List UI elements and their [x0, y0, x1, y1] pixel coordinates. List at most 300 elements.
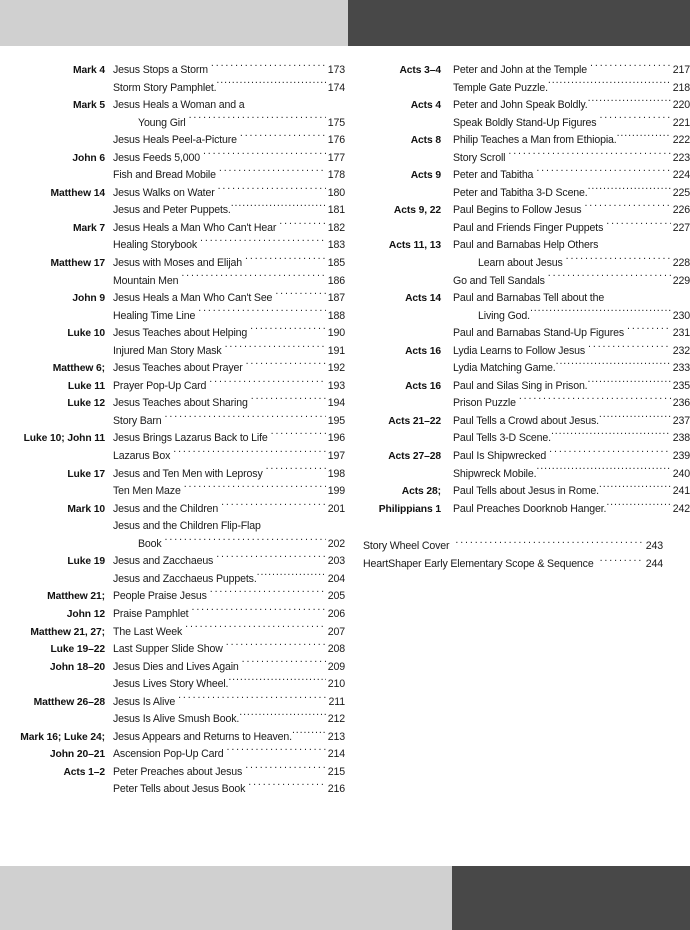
- toc-entry[interactable]: [453, 378, 690, 396]
- toc-row: [0, 290, 345, 308]
- toc-page-number: 185: [327, 257, 345, 270]
- toc-page-number: 229: [672, 274, 690, 287]
- dot-leader: [606, 501, 670, 512]
- toc-page-number: 190: [327, 327, 345, 340]
- toc-entry-title: Last Supper Slide Show: [113, 643, 223, 656]
- toc-entry[interactable]: [113, 483, 345, 501]
- footer-band-light: [0, 866, 452, 930]
- toc-entry-title: Healing Time Line: [113, 309, 196, 322]
- toc-entry[interactable]: [113, 378, 345, 396]
- toc-page-number: 236: [672, 397, 690, 410]
- dot-leader: [239, 712, 326, 723]
- toc-page-number: 243: [645, 540, 663, 553]
- toc-page-number: 242: [672, 502, 690, 515]
- toc-entry-title: Temple Gate Puzzle.: [453, 81, 548, 94]
- toc-entry-title: Ascension Pop-Up Card: [113, 748, 224, 761]
- toc-entry[interactable]: [113, 659, 345, 677]
- toc-page-number: 201: [327, 502, 345, 515]
- toc-columns: [0, 62, 690, 799]
- toc-entry-title: Story Wheel Cover: [363, 540, 450, 553]
- dot-leader: [617, 133, 671, 144]
- toc-entry[interactable]: [113, 62, 345, 80]
- toc-row: [0, 220, 345, 238]
- toc-entry[interactable]: [113, 466, 345, 484]
- toc-entry[interactable]: [113, 167, 345, 185]
- toc-row: [345, 290, 690, 308]
- toc-entry[interactable]: [113, 764, 345, 782]
- toc-entry-title: Jesus Teaches about Helping: [113, 327, 248, 340]
- toc-entry[interactable]: [113, 220, 345, 238]
- toc-entry-title: Praise Pamphlet: [113, 607, 189, 620]
- dot-leader: [181, 273, 325, 284]
- toc-entry[interactable]: [453, 273, 690, 291]
- toc-entry[interactable]: [113, 255, 345, 273]
- toc-entry-title: Speak Boldly Stand-Up Figures: [453, 116, 597, 129]
- toc-row: [345, 360, 690, 378]
- toc-entry-title: Jesus and Ten Men with Leprosy: [113, 467, 263, 480]
- toc-page-number: 223: [672, 151, 690, 164]
- dot-leader: [245, 255, 326, 266]
- toc-entry[interactable]: [113, 746, 345, 764]
- toc-row: [345, 378, 690, 396]
- dot-leader: [210, 589, 326, 600]
- scripture-reference: John 9: [72, 293, 105, 305]
- scripture-reference: Mark 7: [72, 222, 105, 234]
- toc-row: [345, 255, 690, 273]
- dot-leader: [530, 308, 671, 319]
- toc-page-number: 208: [327, 643, 345, 656]
- toc-page-number: 218: [672, 81, 690, 94]
- toc-row: [345, 483, 690, 501]
- toc-page-number: 211: [328, 695, 345, 708]
- toc-entry[interactable]: [453, 220, 690, 238]
- toc-row: [0, 150, 345, 168]
- toc-row: [345, 97, 690, 115]
- scripture-reference: Mark 4: [72, 65, 105, 76]
- toc-row: [0, 606, 345, 624]
- dot-leader: [184, 484, 326, 495]
- toc-entry[interactable]: [113, 676, 345, 694]
- toc-entry[interactable]: [453, 80, 690, 98]
- scripture-reference: Luke 12: [67, 398, 105, 410]
- toc-entry[interactable]: [453, 255, 690, 273]
- scripture-reference: Luke 10: [67, 328, 105, 340]
- toc-row: [0, 501, 345, 519]
- toc-entry-title: People Praise Jesus: [113, 590, 207, 603]
- toc-entry[interactable]: [113, 395, 345, 413]
- toc-entry-title: Jesus Appears and Returns to Heaven.: [113, 730, 292, 743]
- scripture-reference: Matthew 21, 27;: [30, 626, 105, 638]
- scripture-reference: Acts 8: [410, 135, 441, 147]
- scripture-reference: John 6: [72, 152, 105, 164]
- scripture-reference: Luke 11: [67, 380, 105, 392]
- scripture-reference: Matthew 6;: [52, 363, 105, 375]
- scripture-reference: Matthew 14: [50, 187, 105, 199]
- dot-leader: [508, 150, 670, 161]
- toc-page-number: 221: [672, 116, 690, 129]
- toc-entry[interactable]: [113, 501, 345, 519]
- toc-page-number: 196: [327, 432, 345, 445]
- header-band: [0, 0, 690, 46]
- dot-leader: [584, 203, 670, 214]
- toc-entry-title: Paul and Silas Sing in Prison.: [453, 379, 588, 392]
- toc-entry[interactable]: [113, 641, 345, 659]
- toc-entry-title: Jesus Teaches about Sharing: [113, 397, 248, 410]
- toc-entry[interactable]: [113, 80, 345, 98]
- toc-entry[interactable]: [113, 571, 345, 589]
- toc-row: [345, 308, 690, 326]
- dot-leader: [178, 694, 326, 705]
- toc-entry[interactable]: [453, 483, 690, 501]
- dot-leader: [266, 466, 326, 477]
- toc-tail-section: [345, 537, 690, 573]
- toc-entry[interactable]: [113, 290, 345, 308]
- toc-entry-title: Jesus Lives Story Wheel.: [113, 678, 229, 691]
- toc-entry[interactable]: [453, 413, 690, 431]
- toc-row: [0, 624, 345, 642]
- toc-row: [0, 448, 345, 466]
- toc-entry-title: Shipwreck Mobile.: [453, 467, 537, 480]
- dot-leader: [600, 557, 644, 568]
- toc-column-right-rows: [345, 62, 690, 518]
- toc-page-number: 188: [327, 309, 345, 322]
- toc-entry[interactable]: [453, 150, 690, 168]
- toc-entry[interactable]: [113, 729, 345, 747]
- toc-entry-title: Jesus Teaches about Prayer: [113, 362, 243, 375]
- toc-entry[interactable]: [363, 537, 663, 555]
- toc-page-number: 227: [672, 221, 690, 234]
- toc-page-number: 194: [327, 397, 345, 410]
- toc-row: [345, 325, 690, 343]
- toc-row: [345, 413, 690, 431]
- dot-leader: [198, 308, 326, 319]
- toc-entry-title: Peter and John at the Temple: [453, 64, 588, 76]
- dot-leader: [225, 343, 326, 354]
- dot-leader: [251, 396, 326, 407]
- toc-entry-title: Jesus Is Alive: [113, 695, 176, 708]
- scripture-reference: Acts 3–4: [399, 65, 441, 76]
- toc-entry[interactable]: [113, 150, 345, 168]
- header-band-light: [0, 0, 348, 46]
- toc-row: [0, 202, 345, 220]
- dot-leader: [548, 80, 671, 91]
- toc-row: [0, 676, 345, 694]
- toc-entry[interactable]: [113, 413, 345, 431]
- toc-entry[interactable]: [453, 343, 690, 361]
- toc-page-number: 175: [327, 116, 345, 129]
- dot-leader: [599, 115, 670, 126]
- scripture-reference: Acts 21–22: [388, 415, 441, 427]
- toc-entry[interactable]: [453, 167, 690, 185]
- toc-page-number: 187: [327, 292, 345, 305]
- toc-row: [0, 764, 345, 782]
- toc-page-number: 204: [327, 572, 345, 585]
- toc-row: [0, 781, 345, 799]
- footer-band-dark: [452, 866, 690, 930]
- dot-leader: [551, 431, 671, 442]
- toc-page-number: 226: [672, 204, 690, 217]
- toc-column-left: [0, 62, 345, 799]
- toc-entry[interactable]: [453, 115, 690, 133]
- toc-entry[interactable]: [113, 325, 345, 343]
- toc-entry-title: Jesus and Peter Puppets.: [113, 204, 231, 217]
- toc-row: [345, 185, 690, 203]
- toc-row: [0, 729, 345, 747]
- toc-entry[interactable]: [453, 185, 690, 203]
- scripture-reference: Luke 10; John 11: [23, 433, 105, 445]
- dot-leader: [536, 466, 670, 477]
- toc-entry[interactable]: [113, 237, 345, 255]
- toc-entry[interactable]: [113, 711, 345, 729]
- toc-entry-title: Paul Preaches Doorknob Hanger.: [453, 502, 607, 515]
- toc-entry-title: Lydia Learns to Follow Jesus: [453, 344, 586, 357]
- toc-page-number: 206: [327, 607, 345, 620]
- dot-leader: [203, 150, 326, 161]
- toc-entry-title: Philip Teaches a Man from Ethiopia.: [453, 134, 617, 147]
- dot-leader: [455, 539, 643, 550]
- toc-entry-title: Jesus Feeds 5,000: [113, 151, 200, 164]
- toc-page-number: 183: [327, 239, 345, 252]
- toc-page-number: 228: [672, 257, 690, 270]
- toc-page-number: 231: [672, 327, 690, 340]
- toc-row: [0, 553, 345, 571]
- scripture-reference: Matthew 26–28: [33, 696, 105, 708]
- toc-entry[interactable]: [453, 132, 690, 150]
- scripture-reference: Luke 17: [67, 468, 105, 480]
- toc-entry[interactable]: [453, 448, 690, 466]
- toc-entry[interactable]: [113, 448, 345, 466]
- dot-leader: [566, 255, 671, 266]
- toc-row: [0, 711, 345, 729]
- toc-entry[interactable]: [113, 553, 345, 571]
- toc-entry-title: Storm Story Pamphlet.: [113, 81, 217, 94]
- scripture-reference: Acts 16: [405, 380, 441, 392]
- toc-page-number: 207: [327, 625, 345, 638]
- toc-entry[interactable]: [113, 360, 345, 378]
- toc-entry[interactable]: [453, 62, 690, 80]
- scripture-reference: John 20–21: [49, 749, 105, 761]
- toc-entry-title: Peter Tells about Jesus Book: [113, 783, 246, 796]
- toc-row: [0, 237, 345, 255]
- toc-entry[interactable]: [453, 501, 690, 519]
- toc-column-right: [345, 62, 690, 573]
- dot-leader: [587, 378, 670, 389]
- dot-leader: [548, 273, 671, 284]
- toc-page-number: 193: [327, 379, 345, 392]
- toc-entry-title: Paul Is Shipwrecked: [453, 450, 547, 463]
- dot-leader: [185, 624, 326, 635]
- toc-entry-title: Paul Tells about Jesus in Rome.: [453, 485, 599, 498]
- toc-entry-title: Peter and John Speak Boldly.: [453, 99, 588, 112]
- toc-entry[interactable]: [113, 430, 345, 448]
- toc-page-number: 233: [672, 362, 690, 375]
- toc-entry-title: Jesus and the Children: [113, 502, 219, 515]
- toc-entry[interactable]: [113, 588, 345, 606]
- scripture-reference: Mark 5: [72, 100, 105, 112]
- toc-entry[interactable]: [113, 185, 345, 203]
- toc-entry[interactable]: [453, 430, 690, 448]
- toc-entry[interactable]: [113, 624, 345, 642]
- toc-row: [345, 343, 690, 361]
- toc-entry-title: Paul Tells 3-D Scene.: [453, 432, 551, 445]
- dot-leader: [240, 133, 326, 144]
- toc-page-number: 174: [327, 81, 345, 94]
- dot-leader: [292, 729, 326, 740]
- toc-entry[interactable]: [113, 781, 345, 799]
- toc-row: [0, 185, 345, 203]
- toc-row: [345, 448, 690, 466]
- toc-entry-title: Mountain Men: [113, 274, 179, 287]
- scripture-reference: John 12: [66, 608, 105, 620]
- toc-page-number: 225: [672, 186, 690, 199]
- toc-entry[interactable]: [453, 290, 690, 308]
- toc-entry[interactable]: [453, 97, 690, 115]
- toc-page-number: 240: [672, 467, 690, 480]
- toc-row: [0, 483, 345, 501]
- toc-entry-title: Jesus Walks on Water: [113, 186, 215, 199]
- toc-entry[interactable]: [113, 202, 345, 220]
- dot-leader: [165, 536, 326, 547]
- toc-page-number: 186: [327, 274, 345, 287]
- toc-entry[interactable]: [113, 132, 345, 150]
- toc-entry-title: Book: [138, 537, 162, 550]
- toc-page-number: 178: [327, 169, 345, 182]
- toc-row: [345, 395, 690, 413]
- scripture-reference: Luke 19: [67, 556, 105, 568]
- dot-leader: [226, 641, 326, 652]
- dot-leader: [519, 396, 671, 407]
- toc-page-number: 205: [327, 590, 345, 603]
- dot-leader: [245, 764, 326, 775]
- toc-row: [345, 273, 690, 291]
- dot-leader: [219, 168, 326, 179]
- toc-page-number: 238: [672, 432, 690, 445]
- dot-leader: [231, 203, 326, 214]
- dot-leader: [627, 326, 671, 337]
- toc-row: [345, 220, 690, 238]
- toc-entry[interactable]: [363, 555, 663, 573]
- toc-entry-title: Peter and Tabitha: [453, 169, 534, 182]
- toc-entry-title: Healing Storybook: [113, 239, 198, 252]
- toc-entry[interactable]: [453, 237, 690, 255]
- toc-entry-title: Fish and Bread Mobile: [113, 169, 216, 182]
- scripture-reference: Matthew 21;: [47, 591, 105, 603]
- toc-row: [0, 641, 345, 659]
- toc-page-number: 197: [327, 450, 345, 463]
- toc-entry-title: Injured Man Story Mask: [113, 344, 222, 357]
- toc-page-number: 216: [327, 783, 345, 796]
- toc-entry-title: Living God.: [478, 309, 530, 322]
- scripture-reference: Matthew 17: [50, 258, 105, 270]
- toc-row: [345, 202, 690, 220]
- toc-entry-title: Paul and Barnabas Stand-Up Figures: [453, 327, 624, 340]
- toc-entry[interactable]: [453, 395, 690, 413]
- toc-page-number: 214: [327, 748, 345, 761]
- toc-row: [0, 360, 345, 378]
- dot-leader: [606, 220, 671, 231]
- toc-page-number: 232: [672, 344, 690, 357]
- scripture-reference: Acts 4: [410, 100, 441, 112]
- dot-leader: [211, 62, 326, 73]
- toc-row: [0, 694, 345, 712]
- toc-entry[interactable]: [113, 694, 345, 712]
- dot-leader: [165, 413, 326, 424]
- scripture-reference: Acts 11, 13: [388, 240, 441, 252]
- toc-row: [345, 150, 690, 168]
- toc-entry[interactable]: [113, 273, 345, 291]
- scripture-reference: Acts 14: [405, 293, 441, 305]
- toc-entry-title: Peter and Tabitha 3-D Scene.: [453, 186, 588, 199]
- toc-page-number: 235: [672, 379, 690, 392]
- toc-entry[interactable]: [453, 308, 690, 326]
- toc-page-number: 220: [672, 99, 690, 112]
- toc-entry[interactable]: [113, 115, 345, 133]
- toc-page-number: 209: [327, 660, 345, 673]
- toc-row: [0, 167, 345, 185]
- toc-page-number: 182: [327, 221, 345, 234]
- toc-entry[interactable]: [113, 518, 345, 536]
- toc-row: [0, 571, 345, 589]
- toc-entry-title: Go and Tell Sandals: [453, 274, 545, 287]
- toc-entry[interactable]: [453, 360, 690, 378]
- toc-row: [0, 518, 345, 536]
- toc-entry-title: Lazarus Box: [113, 450, 171, 463]
- toc-entry[interactable]: [113, 308, 345, 326]
- toc-entry[interactable]: [453, 466, 690, 484]
- scripture-reference: Acts 9: [410, 170, 441, 182]
- dot-leader: [228, 677, 325, 688]
- dot-leader: [189, 115, 326, 126]
- toc-entry-title: Jesus Brings Lazarus Back to Life: [113, 432, 268, 445]
- toc-entry-title: Story Scroll: [453, 151, 506, 164]
- toc-entry[interactable]: [453, 325, 690, 343]
- dot-leader: [588, 98, 671, 109]
- toc-entry-title: Jesus and Zacchaeus Puppets.: [113, 572, 257, 585]
- toc-page-number: 173: [327, 64, 345, 76]
- toc-page-number: 202: [327, 537, 345, 550]
- toc-row: [345, 115, 690, 133]
- dot-leader: [209, 378, 325, 389]
- toc-row: [0, 132, 345, 150]
- dot-leader: [599, 484, 671, 495]
- toc-entry[interactable]: [113, 97, 345, 115]
- toc-entry-title: Paul and Barnabas Help Others: [453, 239, 599, 252]
- toc-entry-title: Jesus Heals a Man Who Can't Hear: [113, 221, 277, 234]
- dot-leader: [246, 361, 326, 372]
- toc-page-number: 191: [327, 344, 345, 357]
- toc-page-number: 222: [672, 134, 690, 147]
- toc-entry-title: Jesus Heals a Man Who Can't See: [113, 292, 273, 305]
- toc-entry[interactable]: [113, 536, 345, 554]
- toc-entry-title: Young Girl: [138, 116, 186, 129]
- toc-entry[interactable]: [113, 606, 345, 624]
- toc-row: [0, 395, 345, 413]
- toc-entry-title: Prison Puzzle: [453, 397, 516, 410]
- toc-entry-title: Jesus Dies and Lives Again: [113, 660, 239, 673]
- footer-band: [0, 866, 690, 930]
- toc-page-number: 244: [645, 558, 663, 571]
- toc-entry[interactable]: [453, 202, 690, 220]
- toc-row: [0, 273, 345, 291]
- dot-leader: [216, 80, 325, 91]
- toc-row: [0, 378, 345, 396]
- toc-entry[interactable]: [113, 343, 345, 361]
- dot-leader: [173, 448, 326, 459]
- dot-leader: [588, 343, 671, 354]
- toc-page-number: 239: [672, 450, 690, 463]
- toc-row: [0, 343, 345, 361]
- toc-entry-title: Prayer Pop-Up Card: [113, 379, 207, 392]
